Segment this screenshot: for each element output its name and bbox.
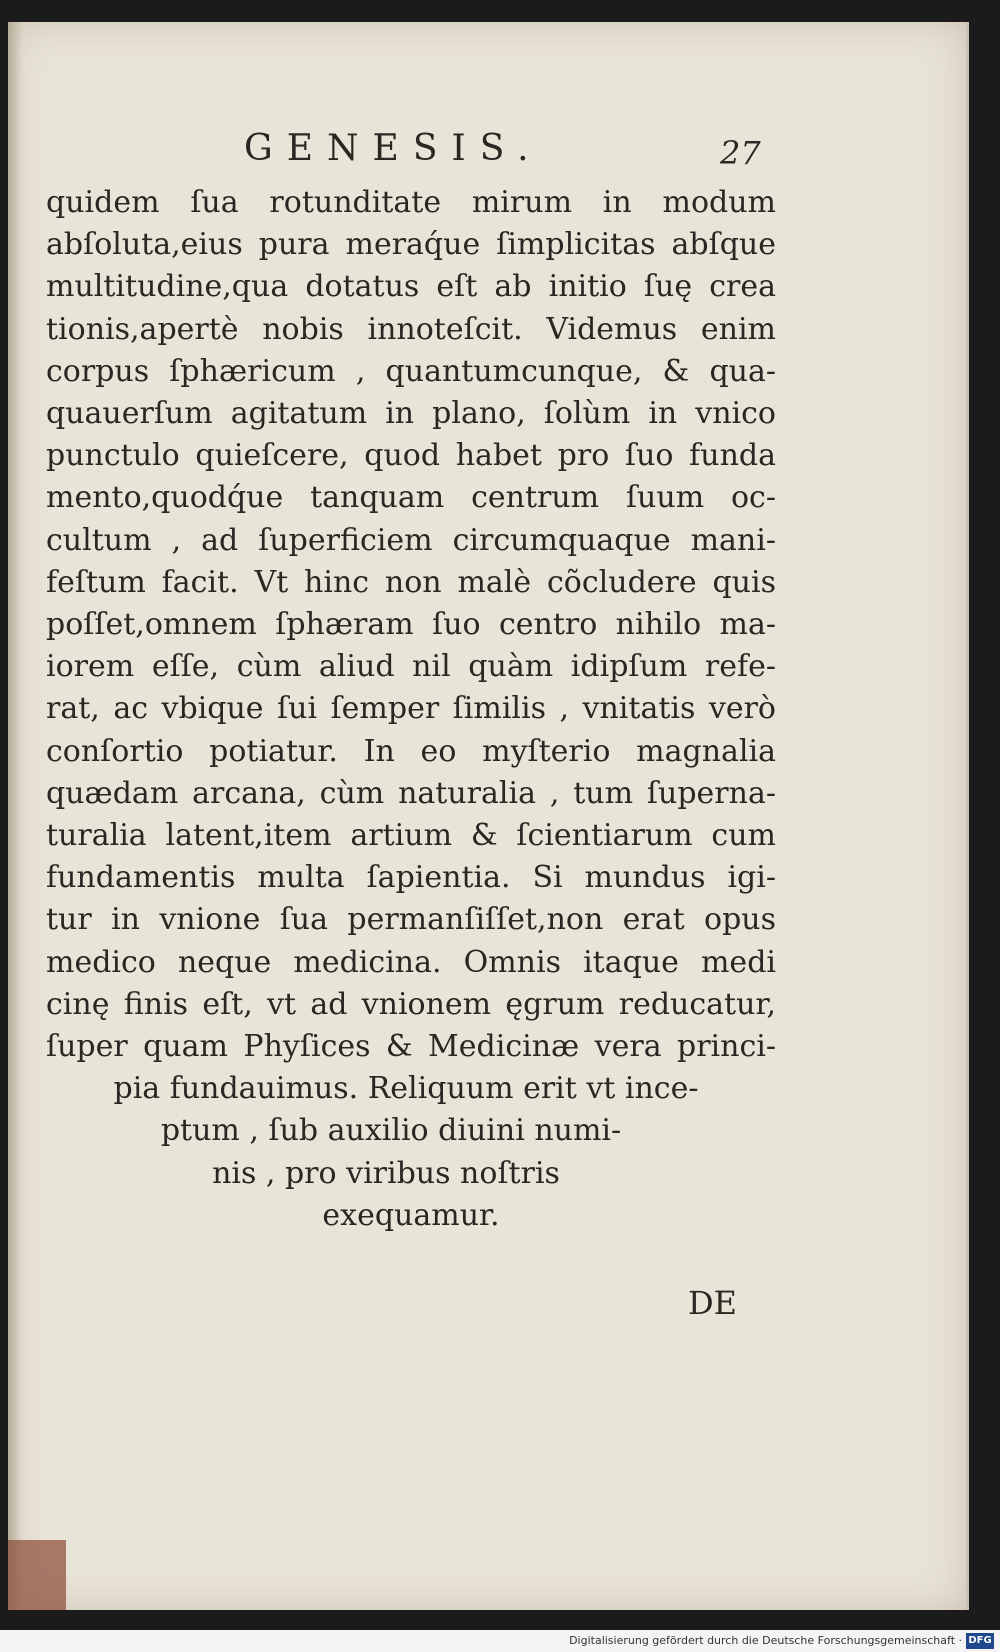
running-head bbox=[8, 128, 966, 178]
text-line: turalia latent,item artium & ſcientiarum cum bbox=[46, 818, 776, 854]
text-line: ſuper quam Phyſices & Medicinæ vera princi- bbox=[46, 1029, 776, 1065]
text-line: corpus ſphæricum , quantumcunque, & qua- bbox=[46, 353, 776, 389]
text-line: quædam arcana, cùm naturalia , tum ſuperna- bbox=[46, 775, 776, 811]
text-line: quidem ſua rotunditate mirum in modum bbox=[46, 185, 776, 220]
page-corner-stain bbox=[8, 1540, 66, 1610]
book-page bbox=[8, 22, 969, 1610]
page-number: 27 bbox=[720, 134, 761, 172]
text-line: mento,quodq́ue tanquam centrum ſuum oc- bbox=[46, 480, 776, 516]
dfg-logo-icon: DFG bbox=[966, 1633, 994, 1649]
closing-line: exequamur. bbox=[322, 1197, 500, 1233]
text-line: fundamentis multa ſapientia. Si mundus igi- bbox=[46, 860, 776, 896]
body-text bbox=[46, 182, 776, 1237]
text-line: iorem eſſe, cùm aliud nil quàm idipſum refe- bbox=[46, 649, 776, 685]
text-line: conſortio potiatur. In eo myſterio magnalia bbox=[46, 733, 776, 769]
text-line: tionis,apertè nobis innoteſcit. Videmus enim bbox=[46, 311, 776, 347]
text-line: cinę finis eſt, vt ad vnionem ęgrum reducatur, bbox=[46, 986, 776, 1022]
text-line: quauerſum agitatum in plano, ſolùm in vnico bbox=[46, 396, 776, 432]
catchword: DE bbox=[688, 1284, 738, 1322]
text-line: poſſet,omnem ſphæram ſuo centro nihilo ma- bbox=[46, 607, 776, 643]
running-head-title: GENESIS. bbox=[244, 128, 543, 169]
text-line: multitudine,qua dotatus eſt ab initio ſuę crea bbox=[46, 269, 776, 305]
digitization-footer bbox=[0, 1630, 1000, 1652]
text-line: medico neque medicina. Omnis itaque medi bbox=[46, 944, 776, 980]
closing-line: ptum , ſub auxilio diuini numi- bbox=[160, 1113, 622, 1149]
closing-line: nis , pro viribus noſtris bbox=[212, 1155, 560, 1191]
text-line: punctulo quieſcere, quod habet pro ſuo funda bbox=[46, 438, 776, 474]
text-line: tur in vnione ſua permanſiſſet,non erat opus bbox=[46, 902, 776, 938]
text-line: rat, ac vbique ſui ſemper ſimilis , vnitatis verò bbox=[46, 691, 776, 727]
closing-line: pia fundauimus. Reliquum erit vt ince- bbox=[113, 1071, 699, 1107]
text-line: feſtum facit. Vt hinc non malè cõcludere quis bbox=[46, 564, 776, 600]
text-line: abſoluta,eius pura meraq́ue ſimplicitas abſque bbox=[46, 227, 776, 263]
footer-credit: Digitalisierung gefördert durch die Deutsche Forschungsgemeinschaft · bbox=[569, 1634, 962, 1647]
page-gutter-shadow bbox=[8, 22, 22, 1610]
text-line: cultum , ad ſuperficiem circumquaque mani- bbox=[46, 522, 776, 558]
